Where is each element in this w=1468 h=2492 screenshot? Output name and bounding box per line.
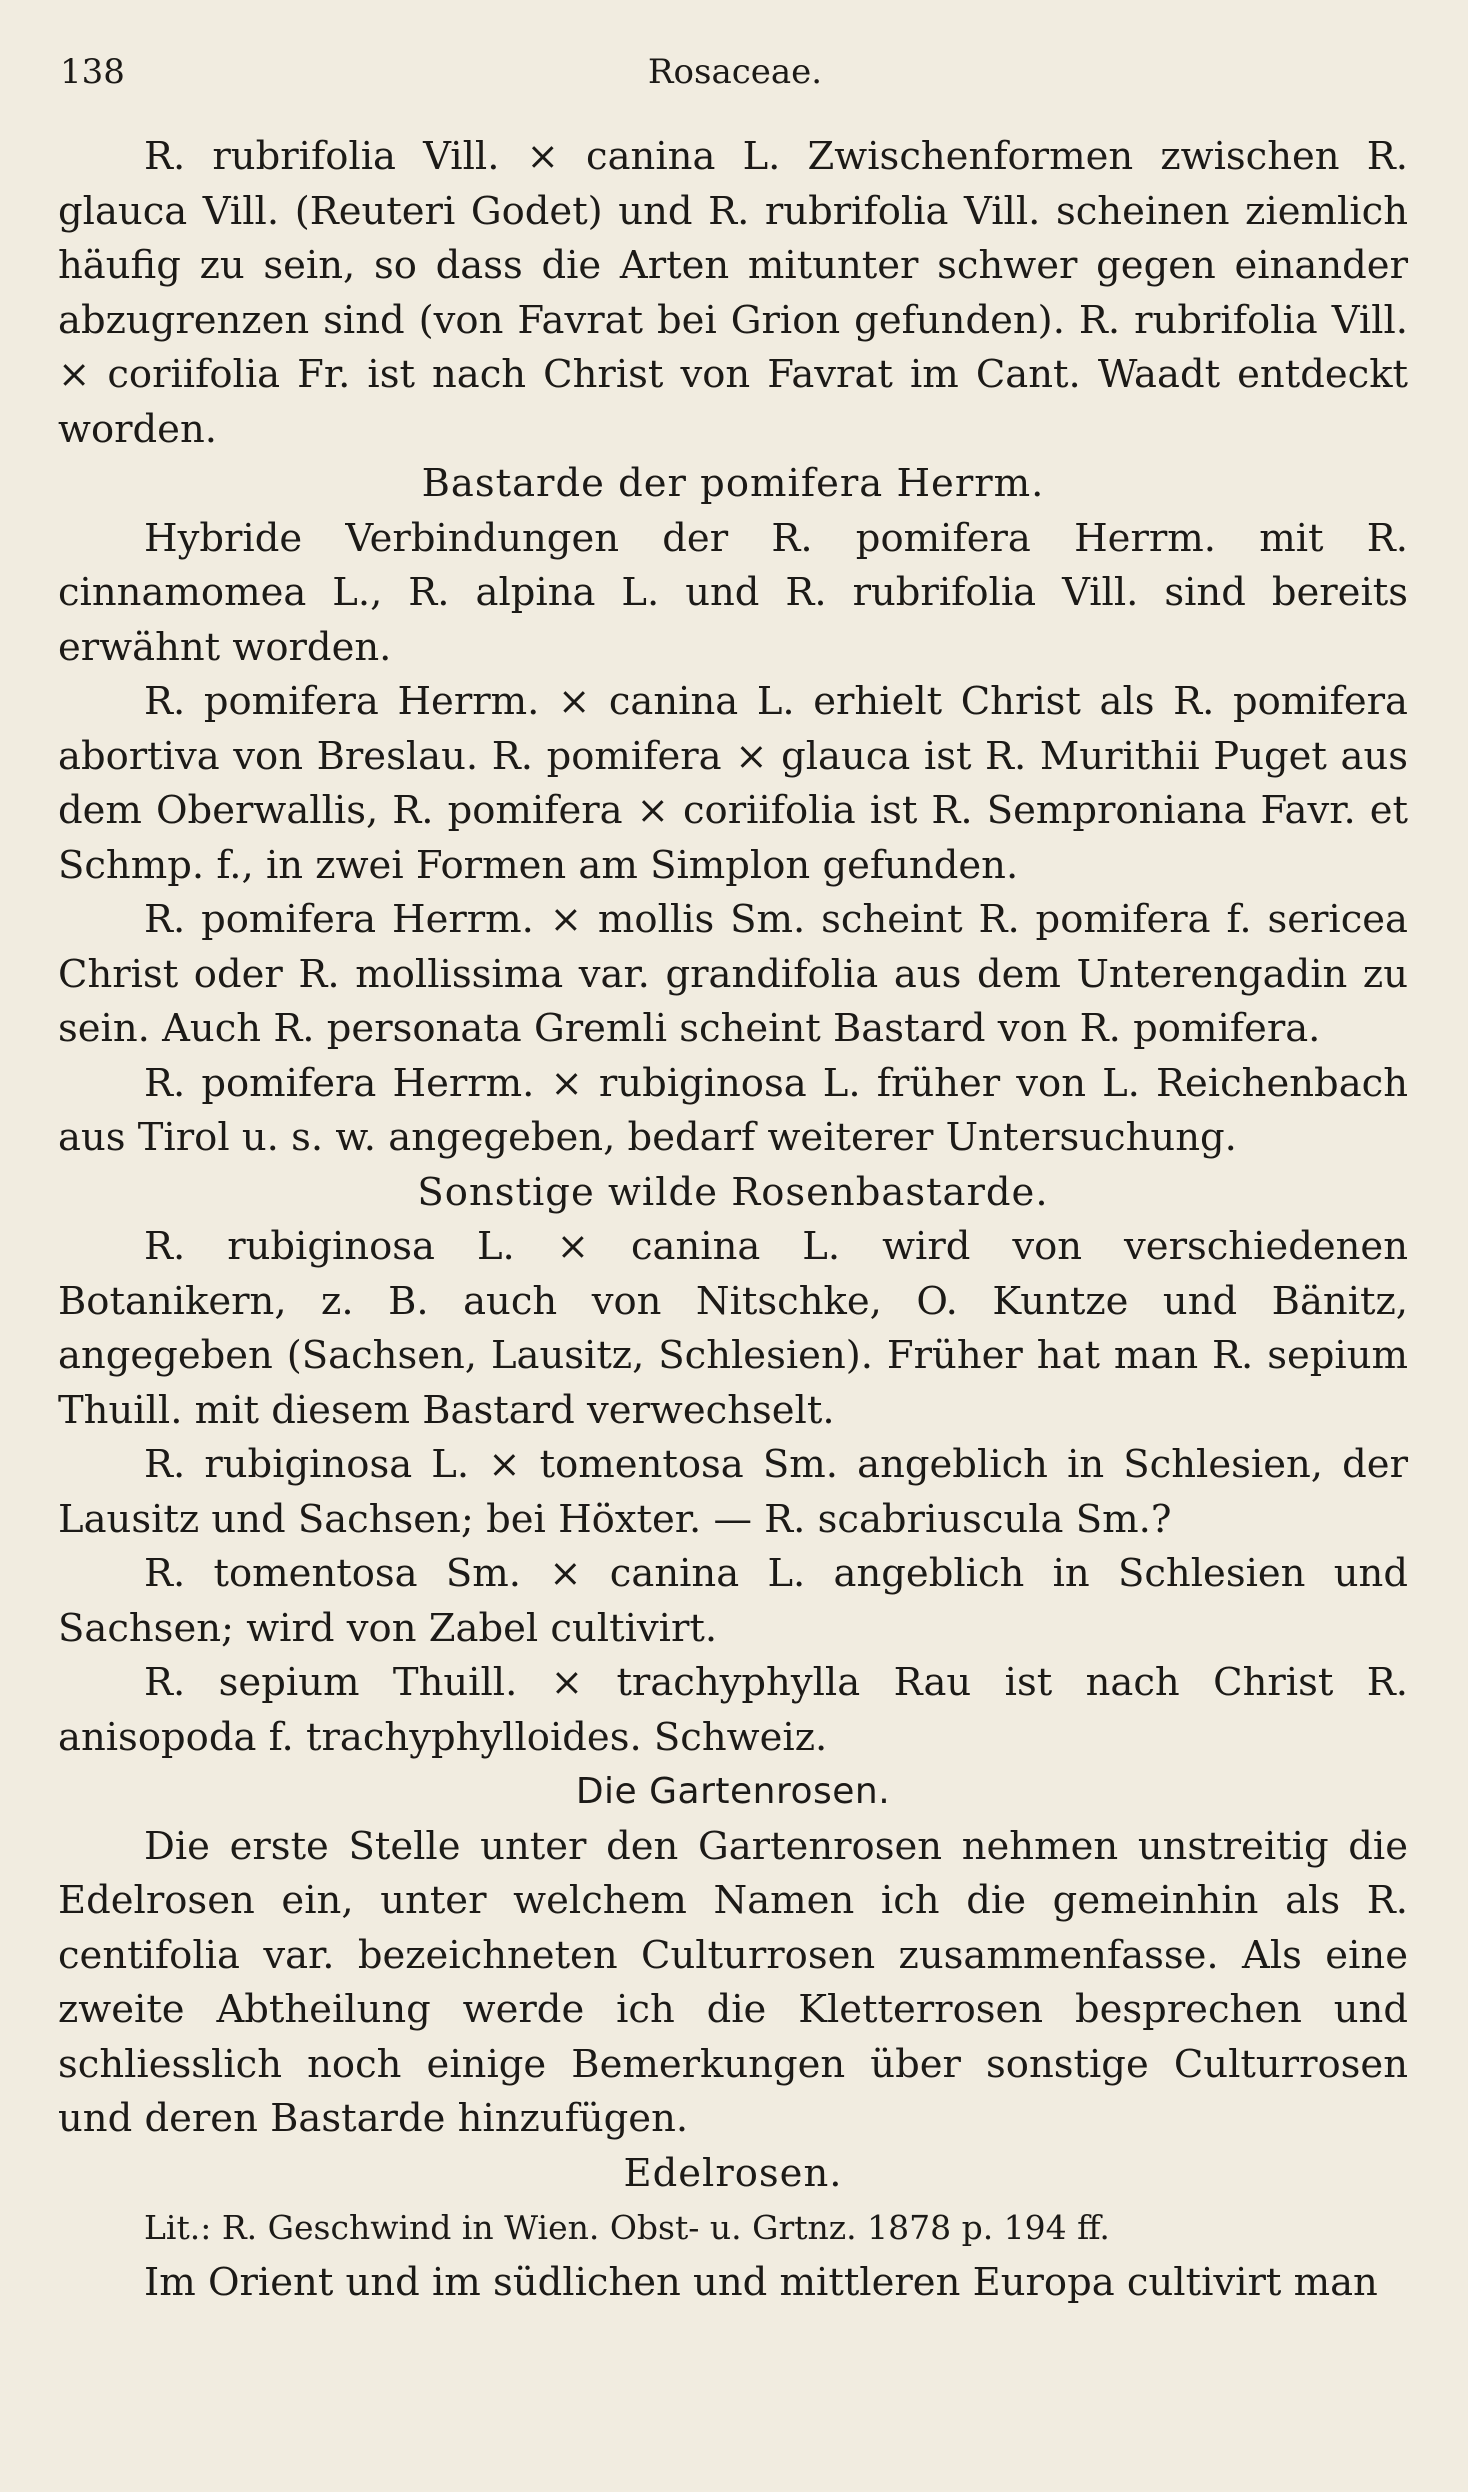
paragraph-rubiginosa-tomentosa: R. rubiginosa L. × tomentosa Sm. angeblich in Schlesien, der Lausitz und Sachsen; bei Höxter. — R. scabriuscula Sm.? xyxy=(58,1442,1408,1542)
running-title: Rosaceae. xyxy=(647,52,823,92)
paragraph-gartenrosen-intro: Die erste Stelle unter den Gartenrosen nehmen unstreitig die Edelrosen ein, unter welchem Namen ich die gemeinhin als R. centifolia var. bezeichneten Culturrosen zusammenfasse. Als eine zweite Abtheilung werde ich die Kletterrosen besprechen und schliesslich noch einige Bemerkungen über sonstige Culturrosen und deren Bastarde hinzufügen. xyxy=(58,1823,1408,2141)
paragraph-rubiginosa-canina: R. rubiginosa L. × canina L. wird von verschiedenen Botanikern, z. B. auch von Nitschke, O. Kuntze und Bänitz, angegeben (Sachsen, Lausitz, Schlesien). Früher hat man R. sepium Thuill. mit diesem Bastard verwechselt. xyxy=(58,1224,1408,1433)
paragraph-pomifera-rubiginosa: R. pomifera Herrm. × rubiginosa L. früher von L. Reichenbach aus Tirol u. s. w. angegeben, bedarf weiterer Untersuchung. xyxy=(58,1060,1408,1160)
page-number: 138 xyxy=(60,52,125,92)
section-heading-bastarde-pomifera: Bastarde der pomifera Herrm. xyxy=(421,461,1045,506)
page-header xyxy=(60,52,1410,102)
literature-reference: Lit.: R. Geschwind in Wien. Obst- u. Grtnz. 1878 p. 194 ff. xyxy=(144,2208,1110,2247)
paragraph-tomentosa-canina: R. tomentosa Sm. × canina L. angeblich in Schlesien und Sachsen; wird von Zabel cultivirt. xyxy=(58,1551,1408,1651)
paragraph-pomifera-canina: R. pomifera Herrm. × canina L. erhielt Christ als R. pomifera abortiva von Breslau. R. pomifera × glauca ist R. Murithii Puget aus dem Oberwallis, R. pomifera × coriifolia ist R. Semproniana Favr. et Schmp. f., in zwei Formen am Simplon gefunden. xyxy=(58,679,1408,888)
paragraph-sepium-trachyphylla: R. sepium Thuill. × trachyphylla Rau ist nach Christ R. anisopoda f. trachyphylloides. Schweiz. xyxy=(58,1660,1408,1760)
paragraph-hybride-verbindungen: Hybride Verbindungen der R. pomifera Herrm. mit R. cinnamomea L., R. alpina L. und R. rubrifolia Vill. sind bereits erwähnt worden. xyxy=(58,515,1408,670)
page-body xyxy=(58,130,1408,2310)
paragraph-rubrifolia-canina: R. rubrifolia Vill. × canina L. Zwischenformen zwischen R. glauca Vill. (Reuteri Godet) und R. rubrifolia Vill. scheinen ziemlich häufig zu sein, so dass die Arten mitunter schwer gegen einander abzugrenzen sind (von Favrat bei Grion gefunden). R. rubrifolia Vill. × coriifolia Fr. ist nach Christ von Favrat im Cant. Waadt entdeckt worden. xyxy=(58,134,1408,452)
section-heading-gartenrosen: Die Gartenrosen. xyxy=(575,1771,891,1812)
section-heading-sonstige-bastarde: Sonstige wilde Rosenbastarde. xyxy=(417,1169,1049,1215)
section-heading-edelrosen: Edelrosen. xyxy=(623,2150,843,2196)
paragraph-orient: Im Orient und im südlichen und mittleren Europa cultivirt man xyxy=(144,2259,1378,2305)
paragraph-pomifera-mollis: R. pomifera Herrm. × mollis Sm. scheint R. pomifera f. sericea Christ oder R. mollissima var. grandifolia aus dem Unterengadin zu sein. Auch R. personata Gremli scheint Bastard von R. pomifera. xyxy=(58,897,1408,1051)
